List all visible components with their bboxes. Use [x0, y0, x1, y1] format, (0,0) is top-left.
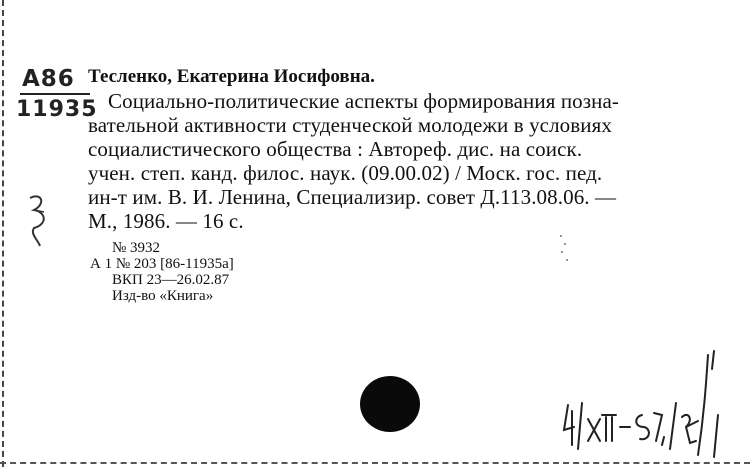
accession-code: А 1 № 203 [86-11935а] [90, 256, 234, 272]
card-left-edge [2, 0, 4, 467]
description-line: Социально-политические аспекты формирования позна- [108, 89, 620, 113]
description-line: учен. степ. канд. филос. наук. (09.00.02) / Моск. гос. пед. [88, 161, 603, 185]
author-heading: Тесленко, Екатерина Иосифовна. [88, 66, 375, 87]
description-line: М., 1986. — 16 с. [88, 209, 244, 233]
shelfmark-code: A86 [22, 66, 75, 92]
shelfmark-underline [20, 93, 90, 95]
punch-hole [360, 376, 420, 432]
margin-handwritten-mark [20, 190, 60, 250]
description-line: ин-т им. В. И. Ленина, Специализир. совет Д.113.08.06. — [88, 185, 617, 209]
publisher-note: Изд-во «Книга» [112, 288, 214, 304]
registry-entry: ВКП 23—26.02.87 [112, 272, 230, 288]
description-line: социалистического общества : Автореф. дис. на соиск. [88, 137, 583, 161]
description-line: вательной активности студенческой молодежи в условиях [88, 113, 612, 137]
card-number: № 3932 [112, 240, 161, 256]
handwritten-date-note [558, 345, 738, 465]
shelfmark-number: 11935 [16, 97, 98, 122]
speck-marks [555, 230, 575, 270]
